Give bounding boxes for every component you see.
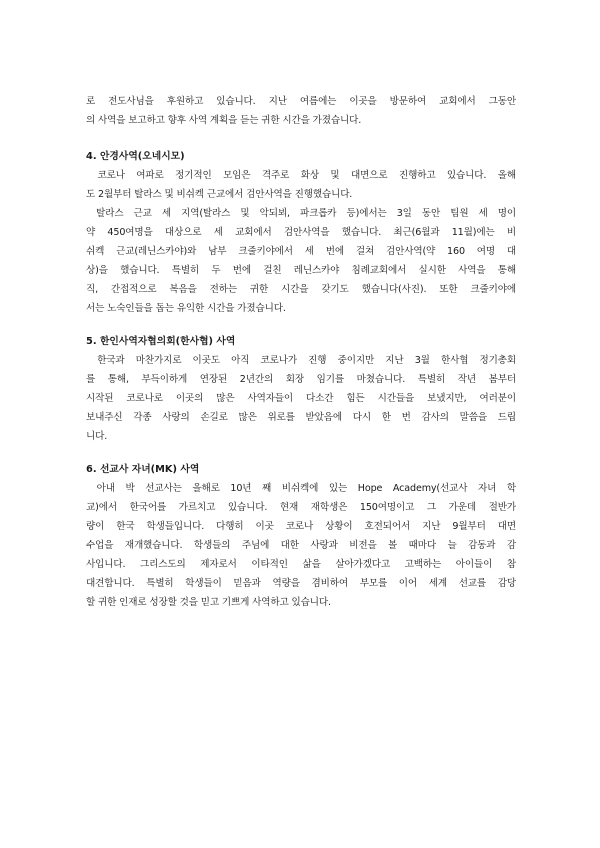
text-line: 로 전도사님을 후원하고 있습니다. 지난 여름에는 이곳을 방문하여 교회에서 그동안 xyxy=(86,96,516,107)
text-line: 시작된 코로나로 이곳의 많은 사역자들이 다소간 힘든 시간들을 보냈지만, 여러분이 xyxy=(86,393,516,404)
text-line: 를 통해, 부득이하게 연장된 2년간의 회장 임기를 마쳤습니다. 특별히 작년 봄부터 xyxy=(86,374,516,385)
text-line: 직, 간접적으로 복음을 전하는 귀한 시간을 갖기도 했습니다(사진). 또한 크줄키야에 xyxy=(86,284,516,295)
text-line: 상)을 했습니다. 특별히 두 번에 걸친 레닌스카야 침례교회에서 실시한 사역을 통해 xyxy=(86,265,516,276)
text-line: 대견합니다. 특별히 학생들이 믿음과 역량을 겸비하여 부모를 이어 세계 선교를 감당 xyxy=(86,578,516,589)
section-korean-ministers-council xyxy=(86,332,516,446)
text-line: 쉬켁 근교(레닌스카야)와 남부 크줄키야에서 세 번에 걸쳐 검안사역(약 160 여명 대 xyxy=(86,246,516,257)
text-line: 사입니다. 그리스도의 제자로서 이타적인 삶을 살아가겠다고 고백하는 아이들이 참 xyxy=(86,559,516,570)
text-line: 탈라스 근교 세 지역(탈라스 및 악되뵈, 파크롭카 등)에서는 3일 동안 팀원 세 명이 xyxy=(86,208,516,219)
text-line: 보내주신 각종 사랑의 손길로 많은 위로를 받았음에 다시 한 번 감사의 말씀을 드립 xyxy=(86,412,516,423)
text-line: 도 2월부터 탈라스 및 비쉬켁 근교에서 검안사역을 진행했습니다. xyxy=(86,189,353,200)
section-heading: 6. 선교사 자녀(MK) 사역 xyxy=(86,464,200,475)
section-mk-ministry xyxy=(86,460,516,612)
text-line: 교)에서 한국어를 가르치고 있습니다. 현재 재학생은 150여명이고 그 가운데 절반가 xyxy=(86,502,516,513)
text-line: 할 귀한 인재로 성장할 것을 믿고 기쁘게 사역하고 있습니다. xyxy=(86,597,331,608)
text-line: 약 450여명을 대상으로 세 교회에서 검안사역을 했습니다. 최근(6월과 11월)에는 비 xyxy=(86,227,516,238)
text-line: 서는 노숙인들을 돕는 유익한 시간을 가졌습니다. xyxy=(86,303,286,314)
text-line: 아내 박 선교사는 올해로 10년 째 비쉬켁에 있는 Hope Academy(선교사 자녀 학 xyxy=(86,483,516,494)
text-line: 니다. xyxy=(86,431,108,442)
section-heading: 5. 한인사역자협의회(한사협) 사역 xyxy=(86,336,236,347)
text-line: 량이 한국 학생들입니다. 다행히 이곳 코로나 상황이 호전되어서 지난 9월부터 대면 xyxy=(86,521,516,532)
document-body xyxy=(86,92,516,612)
text-line: 한국과 마찬가지로 이곳도 아직 코로나가 진행 중이지만 지난 3월 한사협 정기총회 xyxy=(86,355,516,366)
section-heading: 4. 안경사역(오네시모) xyxy=(86,151,185,162)
section-eyeglasses-ministry xyxy=(86,147,516,318)
text-line: 수업을 재개했습니다. 학생들의 주님에 대한 사랑과 비전을 볼 때마다 늘 감동과 감 xyxy=(86,540,516,551)
text-line: 코로나 여파로 정기적인 모임은 격주로 화상 및 대면으로 진행하고 있습니다. 올해 xyxy=(86,170,516,181)
text-line: 의 사역을 보고하고 향후 사역 계획을 듣는 귀한 시간을 가졌습니다. xyxy=(86,115,362,126)
intro-paragraph xyxy=(86,92,516,130)
